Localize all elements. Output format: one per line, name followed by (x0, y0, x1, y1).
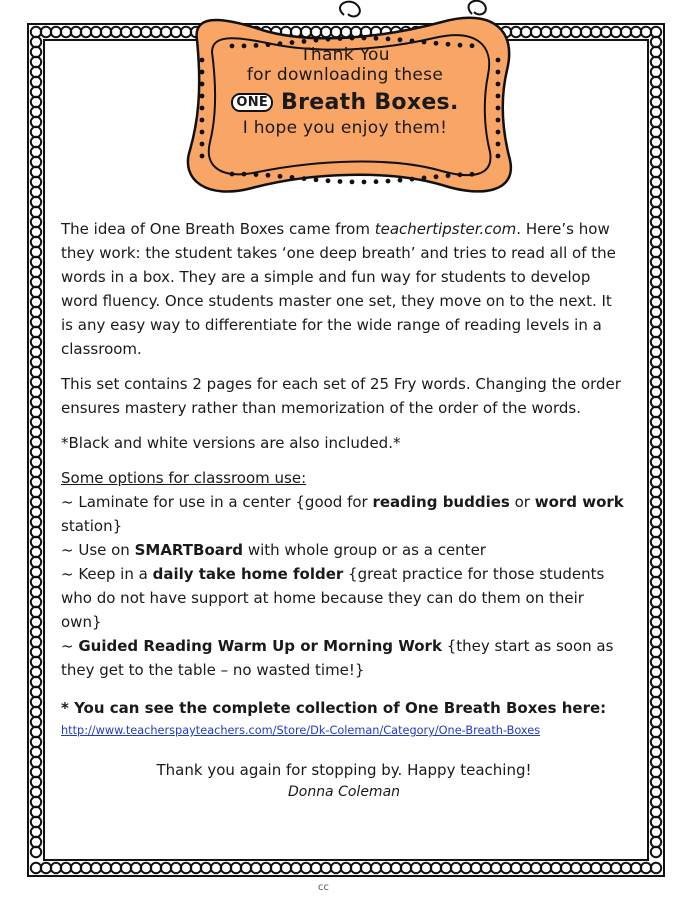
banner-title-rest: Breath Boxes (273, 89, 450, 115)
banner-text (205, 45, 485, 139)
set-info-paragraph: This set contains 2 pages for each set of 25 Fry words. Changing the order ensures mastery rather than memorization of the order of the words. (61, 375, 621, 417)
banner-thank-you: Thank You (300, 45, 390, 65)
banner-downloading: for downloading these (246, 65, 444, 86)
opt4-pre: ~ (61, 637, 79, 655)
opt1-reading-buddies: reading buddies (372, 493, 510, 511)
opt3-post: {great practice for those students who do not have support at home because they can do them on their own} (61, 565, 605, 631)
intro-pre: The idea of One Breath Boxes came from (61, 220, 375, 238)
intro-post: . Here’s how they work: the student takes ‘one deep breath’ and tries to read all of the words in a box. They are a simple and fun way for students to develop word fluency. Once students master one set, they move on to the next. It is any easy way to differentiate for the wide range of reading levels in a classroom. (61, 220, 616, 358)
opt2-pre: ~ Use on (61, 541, 135, 559)
opt2-post: with whole group or as a center (243, 541, 486, 559)
option-take-home (61, 562, 627, 634)
banner-title (205, 90, 485, 116)
opt4-guided-reading: Guided Reading Warm Up or Morning Work (78, 637, 442, 655)
option-guided-reading (61, 634, 627, 682)
opt4-post: {they start as soon as they get to the table – no wasted time!} (61, 637, 614, 679)
intro-paragraph (61, 217, 627, 361)
opt1-word-work: word work (534, 493, 624, 511)
opt1-post: station} (61, 517, 123, 535)
main-content (61, 217, 627, 803)
banner-enjoy: I hope you enjoy them! (242, 118, 448, 139)
intro-site: teachertipster.com (374, 220, 517, 238)
opt3-pre: ~ Keep in a (61, 565, 153, 583)
opt1-pre: ~ Laminate for use in a center {good for (61, 493, 373, 511)
banner-title-mark: . (449, 89, 459, 115)
option-smartboard (61, 538, 627, 562)
banner-title-one: ONE (231, 93, 273, 112)
signature: Donna Coleman (287, 784, 401, 800)
closing (61, 759, 627, 803)
opt2-smartboard: SMARTBoard (134, 541, 244, 559)
thanks-text: Thank you again for stopping by. Happy teaching! (156, 761, 532, 779)
opt1-mid: or (509, 493, 535, 511)
collection-link[interactable]: http://www.teacherspayteachers.com/Store/Dk-Coleman/Category/One-Breath-Boxes (61, 724, 541, 737)
opt3-take-home-folder: daily take home folder (152, 565, 344, 583)
bw-note: *Black and white versions are also included.* (61, 434, 401, 452)
footer-logo-mark: cc (318, 882, 329, 893)
collection-note: * You can see the complete collection of One Breath Boxes here: (61, 699, 607, 717)
option-laminate (61, 490, 627, 538)
options-heading: Some options for classroom use: (61, 469, 307, 487)
